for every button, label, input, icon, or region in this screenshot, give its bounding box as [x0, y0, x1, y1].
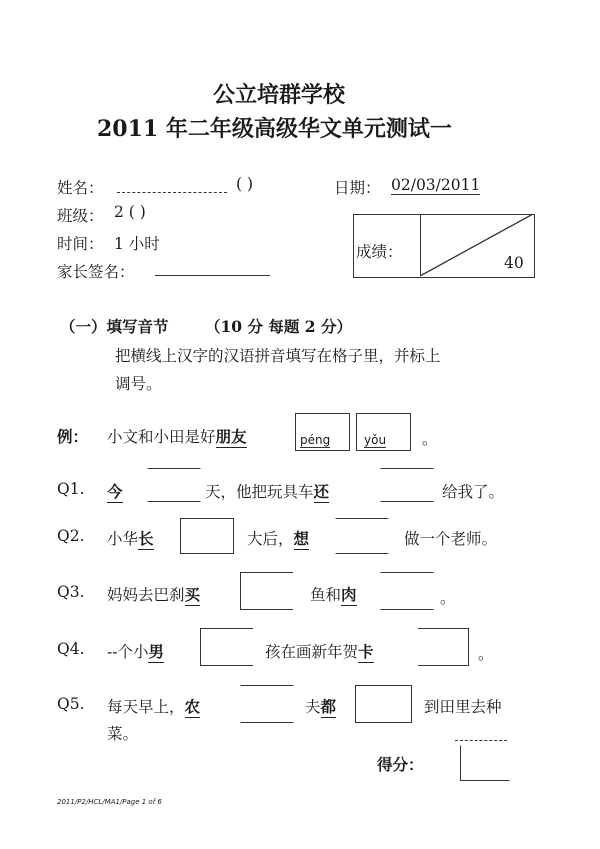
- q2-answer-box-1[interactable]: [180, 518, 234, 554]
- page-title: 2011 年二年级高级华文单元测试一: [97, 116, 452, 142]
- q5-label: Q5.: [57, 695, 85, 713]
- q3-text-2: [310, 583, 357, 606]
- score-total: 40: [504, 254, 524, 272]
- name-label: 姓名：: [57, 179, 104, 197]
- q3-pre: 妈妈去巴刹: [107, 586, 185, 604]
- time-label: 时间：: [57, 235, 104, 253]
- q4-char-1: 男: [148, 642, 164, 661]
- q5-end: 到田里去种: [424, 698, 502, 716]
- q5-pre: 每天早上，: [107, 698, 185, 716]
- q1-char-2: 还: [313, 482, 330, 501]
- q2-label: Q2.: [57, 527, 85, 545]
- q5-answer-box-1[interactable]: [240, 685, 294, 723]
- q1-answer-box-2[interactable]: [380, 468, 434, 502]
- score-answer-box[interactable]: [460, 745, 510, 781]
- name-class-number: ( ): [236, 175, 254, 193]
- q2-char-2: 想: [293, 529, 310, 548]
- q1-mid: 天，他把玩具车: [205, 483, 314, 501]
- q2-char-1: 长: [138, 529, 154, 548]
- parent-sign-line: [155, 275, 270, 276]
- school-name: 公立培群学校: [213, 82, 346, 108]
- q3-text-1: [107, 583, 200, 606]
- q4-char-2: 卡: [358, 642, 374, 661]
- q4-text-2: [265, 640, 374, 663]
- date-label: 日期：: [334, 179, 381, 197]
- example-prefix: 小文和小田是好: [107, 428, 216, 446]
- q5-char-2: 都: [320, 697, 337, 716]
- section-heading: （一）填写音节: [60, 317, 169, 336]
- q2-text-1: [107, 527, 154, 550]
- q3-mid: 鱼和: [310, 586, 342, 604]
- q5-answer-box-2[interactable]: [355, 685, 412, 723]
- name-blank: [117, 192, 227, 193]
- example-sentence: [107, 425, 247, 448]
- class-value: 2 ( ): [114, 203, 146, 221]
- section-marks: （10 分 每题 2 分）: [205, 317, 352, 336]
- q1-answer-box-1[interactable]: [147, 468, 201, 502]
- instruction-line-2: 调号。: [115, 375, 162, 393]
- q4-pre: --个小: [107, 643, 149, 661]
- q3-answer-box-1[interactable]: [240, 572, 293, 610]
- page-footer: 2011/P2/HCL/MA1/Page 1 of 6: [57, 798, 162, 806]
- class-label: 班级：: [57, 207, 104, 225]
- q1-label: Q1.: [57, 480, 85, 498]
- q5-char-1: 农: [184, 697, 201, 716]
- date-value: 02/03/2011: [391, 176, 481, 194]
- example-word: 朋友: [215, 427, 247, 446]
- q4-answer-box-1[interactable]: [200, 628, 253, 666]
- score-label-bottom: 得分：: [377, 755, 424, 774]
- q2-answer-box-2[interactable]: [335, 518, 389, 554]
- q2-end: 做一个老师。: [404, 530, 498, 548]
- q3-char-2: 肉: [341, 585, 357, 604]
- q1-end: 给我了。: [442, 483, 505, 501]
- q3-end: 。: [440, 589, 456, 607]
- q3-label: Q3.: [57, 583, 85, 601]
- q4-label: Q4.: [57, 640, 85, 658]
- q1-text-2: [205, 480, 329, 503]
- q5-mid: 夫: [305, 698, 321, 716]
- q5-text-2: [305, 695, 336, 718]
- q5-text-1: [107, 695, 200, 718]
- q1-char-1: 今: [107, 482, 123, 501]
- q3-answer-box-2[interactable]: [380, 572, 434, 610]
- example-pinyin-1: péng: [300, 433, 331, 447]
- q4-mid: 孩在画新年贺: [265, 643, 359, 661]
- time-value: 1 小时: [114, 235, 160, 253]
- score-dash-line: [455, 740, 507, 741]
- example-end: 。: [422, 430, 438, 448]
- q5-end-2: 菜。: [107, 725, 139, 743]
- q4-text-1: [107, 640, 164, 663]
- q2-text-2: [247, 527, 309, 550]
- parent-sign-label: 家长签名：: [57, 263, 135, 281]
- score-label: 成绩：: [356, 243, 403, 261]
- example-pinyin-2: yǒu: [364, 433, 387, 447]
- q4-end: 。: [478, 645, 494, 663]
- example-label: 例：: [57, 427, 89, 446]
- q2-mid: 大后，: [247, 530, 294, 548]
- q3-char-1: 买: [184, 585, 201, 604]
- q4-answer-box-2[interactable]: [418, 628, 469, 666]
- q2-pre: 小华: [107, 530, 139, 548]
- instruction-line-1: 把横线上汉字的汉语拼音填写在格子里，并标上: [115, 347, 441, 365]
